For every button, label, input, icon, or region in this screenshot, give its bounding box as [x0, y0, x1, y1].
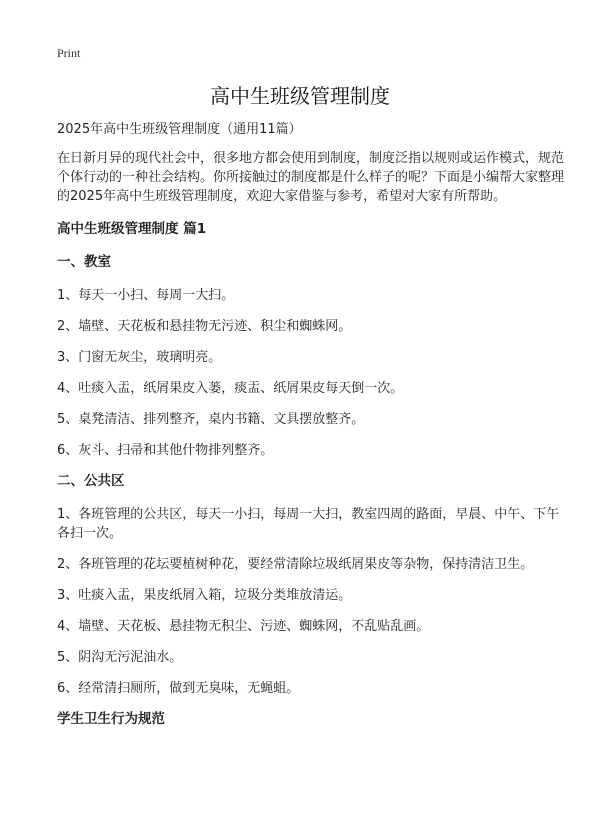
list-item: 1、各班管理的公共区，每天一小扫，每周一大扫，教室四周的路面，早晨、中午、下午各扫一次。: [57, 507, 560, 541]
section-heading-hygiene: 学生卫生行为规范: [57, 711, 165, 727]
list-item: 2、墙壁、天花板和悬挂物无污迹、积尘和蜘蛛网。: [57, 319, 352, 334]
list-item: 1、每天一小扫、每周一大扫。: [57, 288, 235, 303]
list-item: 6、经常清扫厕所，做到无臭味，无蝇蛆。: [57, 681, 300, 696]
list-item: 4、墙壁、天花板、悬挂物无积尘、污迹、蜘蛛网，不乱贴乱画。: [57, 619, 430, 634]
list-item: 6、灰斗、扫帚和其他什物排列整齐。: [57, 443, 274, 458]
intro-paragraph: 在日新月异的现代社会中，很多地方都会使用到制度，制度泛指以规则或运作模式，规范个体行动的一种社会结构。你所接触过的制度都是什么样子的呢？下面是小编帮大家整理的2025年高中生班级管理制度，欢迎大家借鉴与参考，希望对大家有所帮助。: [57, 151, 565, 204]
article-subtitle: 2025年高中生班级管理制度（通用11篇）: [57, 122, 302, 137]
page-title: 高中生班级管理制度: [210, 84, 390, 108]
part-heading-classroom: 一、教室: [57, 254, 111, 270]
list-item: 5、桌凳清洁、排列整齐，桌内书籍、文具摆放整齐。: [57, 412, 365, 427]
list-item: 5、阴沟无污泥油水。: [57, 650, 183, 665]
list-item: 3、门窗无灰尘，玻璃明亮。: [57, 350, 222, 365]
article-body: [57, 120, 565, 743]
list-item: 2、各班管理的花坛要植树种花，要经常清除垃圾纸屑果皮等杂物，保持清洁卫生。: [57, 557, 534, 572]
section-heading: 高中生班级管理制度 篇1: [57, 221, 207, 237]
print-link[interactable]: Print: [57, 46, 81, 60]
list-item: 3、吐痰入盂，果皮纸屑入箱，垃圾分类堆放清运。: [57, 588, 352, 603]
part-heading-public-area: 二、公共区: [57, 473, 125, 489]
list-item: 4、吐痰入盂，纸屑果皮入蒌，痰盂、纸屑果皮每天倒一次。: [57, 381, 404, 396]
